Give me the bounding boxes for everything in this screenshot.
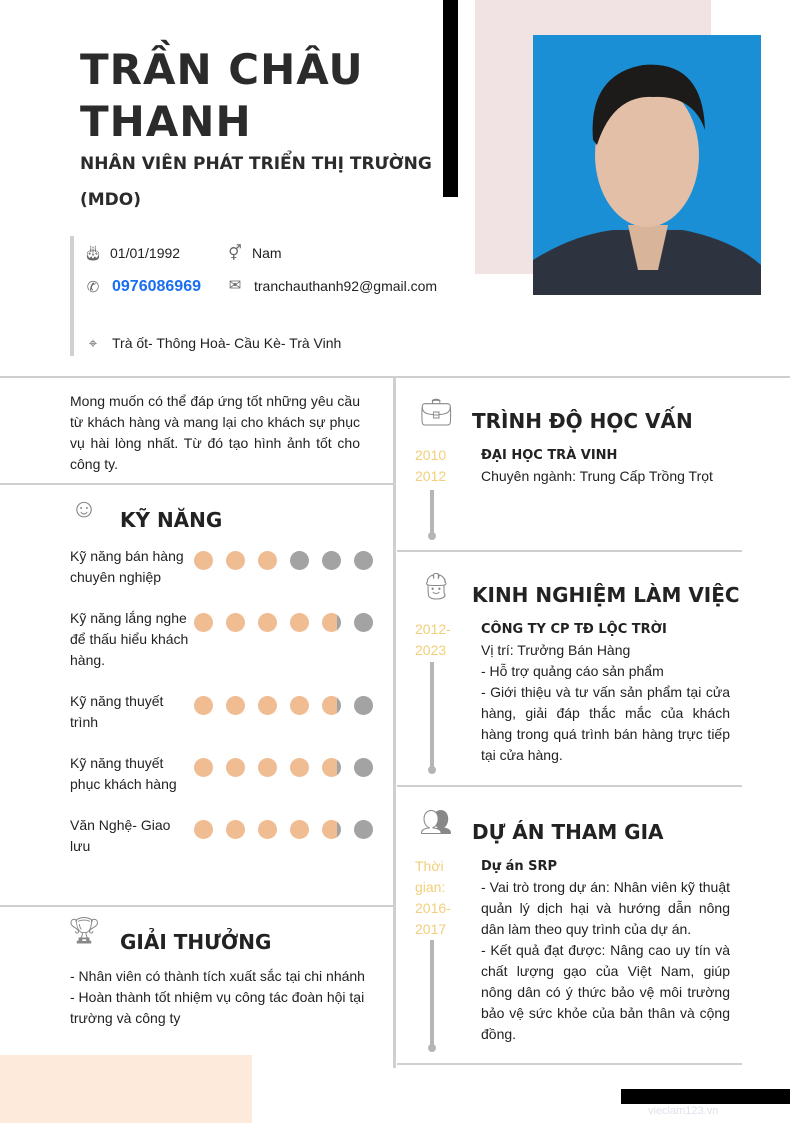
team-icon: 👥︎ [419, 806, 453, 837]
rating-dot [354, 551, 373, 570]
project-entry: Dự án SRP - Vai trò trong dự án: Nhân viên kỹ thuật quản lý dịch hại và hướng dẫn nông dân làm theo quy trình của dự án. - Kết quả đạt được: Nâng cao uy tín và chất lượng gạo của Việt Nam, giúp nông dân có ý thức bảo vệ môi trường bảo vệ sức khỏe của bản thân và cộng đồng. [481, 859, 730, 1042]
email [226, 276, 439, 297]
briefcase-icon: 💼︎ [419, 396, 453, 427]
rating-dot [354, 696, 373, 715]
address [84, 334, 341, 352]
skill-label: Kỹ năng thuyết phục khách hàng [70, 755, 177, 792]
skill-row [70, 691, 380, 733]
birthday [84, 244, 180, 262]
rating-dot [258, 758, 277, 777]
skill-row [70, 753, 380, 795]
skill-row [70, 608, 380, 671]
watermark: vieclam123.vn [648, 1105, 719, 1117]
experience-entry: CÔNG TY CP TĐ LỘC TRỜI Vị trí: Trưởng Bán Hàng - Hỗ trợ quảng cáo sản phẩm - Giới thiệu và tư vấn sản phẩm tại cửa hàng, giải đáp thắc mắc của khách hàng trong quá trình bán hàng trực tiếp tại cửa hàng. [481, 622, 730, 763]
profile-photo [533, 35, 761, 295]
rating-dot [290, 758, 309, 777]
email-link[interactable]: tranchauthanh92@gmail.com [254, 278, 438, 294]
rating-dot [194, 820, 213, 839]
education-entry: ĐẠI HỌC TRÀ VINH Chuyên ngành: Trung Cấp Trồng Trọt [481, 448, 713, 484]
award-item: - Hoàn thành tốt nhiệm vụ công tác đoàn hội tại trường và công ty [70, 989, 365, 1026]
birthday-text: 01/01/1992 [110, 245, 181, 261]
divider [0, 905, 393, 907]
timeline-line [430, 490, 434, 536]
gender-text: Nam [252, 245, 282, 261]
rating-dot [322, 758, 341, 777]
award-item: - Nhân viên có thành tích xuất sắc tại chi nhánh [70, 968, 365, 984]
cake-icon: 🎂︎ [83, 245, 103, 262]
divider [397, 550, 742, 552]
footer-bar [621, 1089, 790, 1104]
education-years: 2010 2012 [415, 447, 447, 484]
awards-list [70, 966, 365, 1029]
skill-label: Kỹ năng bán hàng chuyên nghiệp [70, 548, 184, 585]
rating-dot [322, 613, 341, 632]
address-text: Trà ốt- Thông Hoà- Cầu Kè- Trà Vinh [112, 335, 342, 351]
experience-years: 2012- 2023 [415, 621, 451, 658]
rating-dot [290, 820, 309, 839]
skills-title: KỸ NĂNG [120, 508, 223, 532]
rating-dot [290, 551, 309, 570]
rating-dot [354, 613, 373, 632]
candidate-name: TRẦN CHÂU THANH [80, 45, 364, 146]
rating-dot [226, 820, 245, 839]
rating-dot [322, 820, 341, 839]
contact-divider [70, 236, 74, 356]
gender [226, 244, 282, 262]
rating-dot [290, 613, 309, 632]
awards-title: GIẢI THƯỞNG [120, 930, 272, 954]
skill-rating [194, 691, 373, 733]
timeline-line [430, 662, 434, 770]
rating-dot [194, 696, 213, 715]
skill-rating [194, 753, 373, 795]
divider [397, 785, 742, 787]
projects-title: DỰ ÁN THAM GIA [472, 820, 664, 844]
rating-dot [354, 758, 373, 777]
trophy-icon: 🏆︎ [67, 914, 101, 945]
phone-link[interactable]: 0976086969 [112, 278, 201, 295]
rating-dot [258, 696, 277, 715]
project-time: Thời gian: 2016- 2017 [415, 858, 451, 937]
rating-dot [258, 613, 277, 632]
mail-icon: ✉ [228, 277, 242, 294]
rating-dot [354, 820, 373, 839]
rating-dot [322, 696, 341, 715]
education-title: TRÌNH ĐỘ HỌC VẤN [472, 409, 693, 433]
map-icon: ⌖ [88, 334, 98, 352]
rating-dot [258, 551, 277, 570]
divider [0, 483, 393, 485]
column-divider [393, 378, 396, 1068]
decorative-black-bar [443, 0, 458, 197]
rating-dot [194, 551, 213, 570]
divider [397, 1063, 742, 1065]
head-idea-icon: ☺ [70, 492, 98, 523]
skill-rating [194, 608, 373, 671]
decorative-block [0, 1055, 252, 1123]
gender-icon: ⚥ [228, 245, 242, 262]
career-objective: Mong muốn có thể đáp ứng tốt những yêu cầu từ khách hàng và mang lại cho khách sự phục vụ hài lòng nhất. Từ đó tạo hình ảnh tốt cho công ty. [70, 393, 360, 472]
skill-row [70, 815, 380, 857]
worker-icon: 👷︎ [419, 570, 453, 601]
job-title: NHÂN VIÊN PHÁT TRIỂN THỊ TRƯỜNG (MDO) [80, 154, 432, 210]
skill-row [70, 546, 380, 588]
rating-dot [322, 551, 341, 570]
skill-label: Kỹ năng thuyết trình [70, 693, 164, 730]
rating-dot [226, 758, 245, 777]
rating-dot [258, 820, 277, 839]
rating-dot [226, 613, 245, 632]
rating-dot [226, 551, 245, 570]
skill-rating [194, 546, 373, 588]
rating-dot [194, 613, 213, 632]
experience-title: KINH NGHIỆM LÀM VIỆC [472, 583, 740, 607]
rating-dot [226, 696, 245, 715]
timeline-line [430, 940, 434, 1048]
phone [84, 278, 201, 296]
skill-rating [194, 815, 373, 857]
rating-dot [194, 758, 213, 777]
skill-label: Kỹ năng lắng nghe để thấu hiểu khách hàng. [70, 610, 189, 668]
phone-icon: ✆ [86, 279, 100, 296]
skill-label: Văn Nghệ- Giao lưu [70, 817, 171, 854]
rating-dot [290, 696, 309, 715]
